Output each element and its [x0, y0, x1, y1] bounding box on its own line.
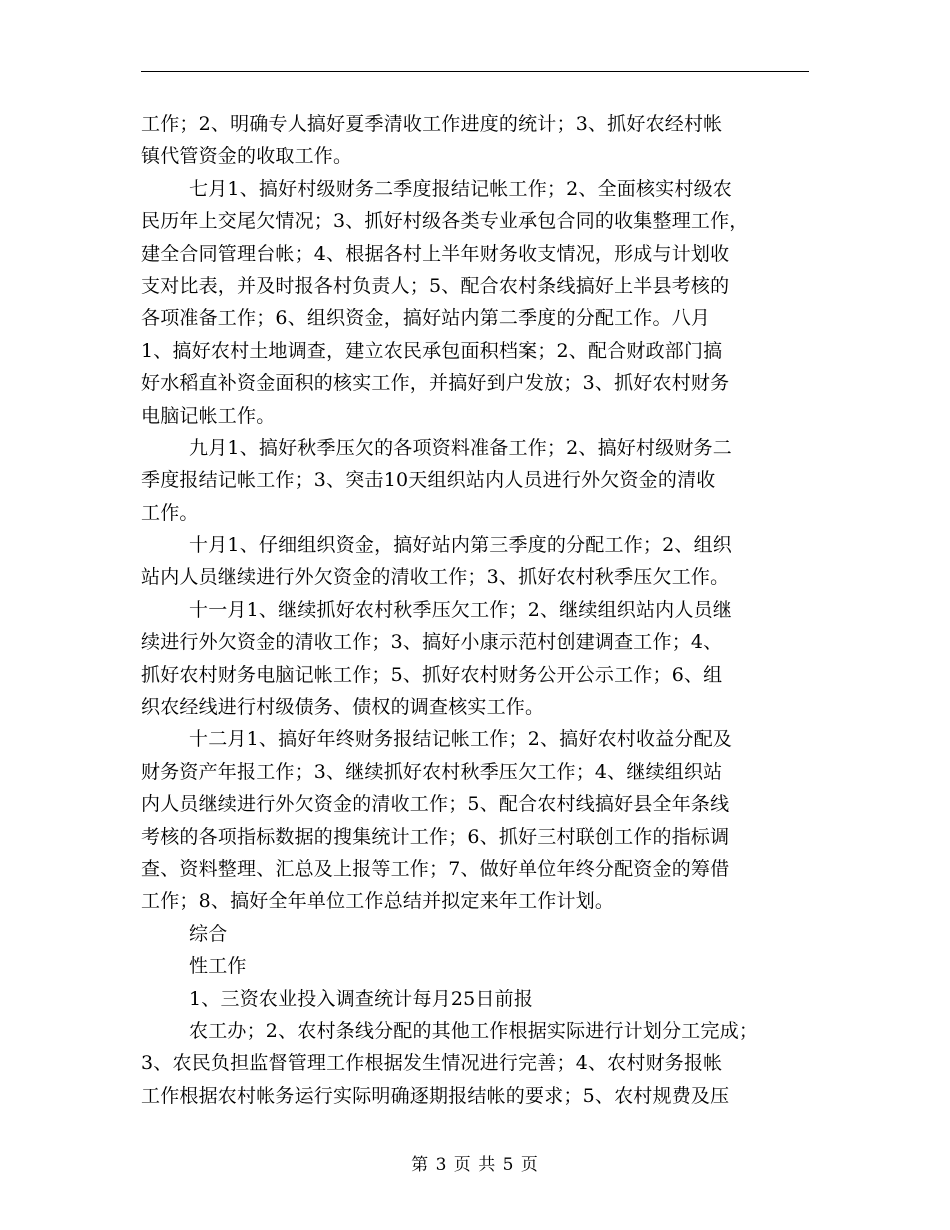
text-line: 工作；2、明确专人搞好夏季清收工作进度的统计；3、抓好农经村帐: [141, 113, 723, 135]
text-line: 季度报结记帐工作；3、突击10天组织站内人员进行外欠资金的清收: [141, 469, 716, 492]
page-footer: 第 3 页 共 5 页: [411, 1155, 539, 1175]
text-line: 3、农民负担监督管理工作根据发生情况进行完善；4、农村财务报帐: [141, 1052, 723, 1075]
text-line: 十月1、仔细组织资金，搞好站内第三季度的分配工作；2、组织: [189, 534, 732, 557]
text-line: 抓好农村财务电脑记帐工作；5、抓好农村财务公开公示工作；6、组: [141, 663, 723, 686]
text-line: 财务资产年报工作；3、继续抓好农村秋季压欠工作；4、继续组织站: [141, 760, 723, 783]
text-line: 续进行外欠资金的清收工作；3、搞好小康示范村创建调查工作；4、: [141, 631, 723, 654]
text-line: 各项准备工作；6、组织资金，搞好站内第二季度的分配工作。八月: [141, 307, 711, 330]
text-line: 电脑记帐工作。: [141, 404, 276, 427]
text-line: 支对比表，并及时报各村负责人；5、配合农村条线搞好上半县考核的: [141, 274, 730, 297]
text-line: 1、搞好农村土地调查，建立农民承包面积档案；2、配合财政部门搞: [141, 339, 723, 362]
text-line: 考核的各项指标数据的搜集统计工作；6、抓好三村联创工作的指标调: [141, 825, 730, 848]
header-rule: [141, 71, 809, 72]
text-line: 九月1、搞好秋季压欠的各项资料准备工作；2、搞好村级财务二: [189, 436, 732, 459]
text-line: 1、三资农业投入调查统计每月25日前报: [189, 987, 534, 1010]
text-line: 农工办；2、农村条线分配的其他工作根据实际进行计划分工完成；: [189, 1019, 759, 1042]
text-line: 工作根据农村帐务运行实际明确逐期报结帐的要求；5、农村规费及压: [141, 1084, 730, 1107]
text-line: 十二月1、搞好年终财务报结记帐工作；2、搞好农村收益分配及: [189, 728, 732, 751]
document-body: [141, 108, 809, 1112]
text-line: 好水稻直补资金面积的核实工作，并搞好到户发放；3、抓好农村财务: [141, 372, 730, 395]
text-line: 工作；8、搞好全年单位工作总结并拟定来年工作计划。: [141, 890, 615, 913]
text-line: 综合: [189, 922, 228, 945]
text-line: 内人员继续进行外欠资金的清收工作；5、配合农村线搞好县全年条线: [141, 793, 730, 816]
text-line: 性工作: [189, 955, 247, 978]
text-line: 工作。: [141, 501, 199, 524]
text-line: 站内人员继续进行外欠资金的清收工作；3、抓好农村秋季压欠工作。: [141, 566, 730, 589]
text-line: 镇代管资金的收取工作。: [141, 145, 353, 168]
text-line: 查、资料整理、汇总及上报等工作；7、做好单位年终分配资金的筹借: [141, 857, 730, 880]
text-line: 织农经线进行村级债务、债权的调查核实工作。: [141, 696, 545, 719]
text-line: 十一月1、继续抓好农村秋季压欠工作；2、继续组织站内人员继: [189, 598, 732, 621]
text-line: 建全合同管理台帐；4、根据各村上半年财务收支情况，形成与计划收: [141, 242, 730, 265]
text-line: 七月1、搞好村级财务二季度报结记帐工作；2、全面核实村级农: [189, 177, 732, 200]
text-line: 民历年上交尾欠情况；3、抓好村级各类专业承包合同的收集整理工作，: [141, 210, 749, 233]
